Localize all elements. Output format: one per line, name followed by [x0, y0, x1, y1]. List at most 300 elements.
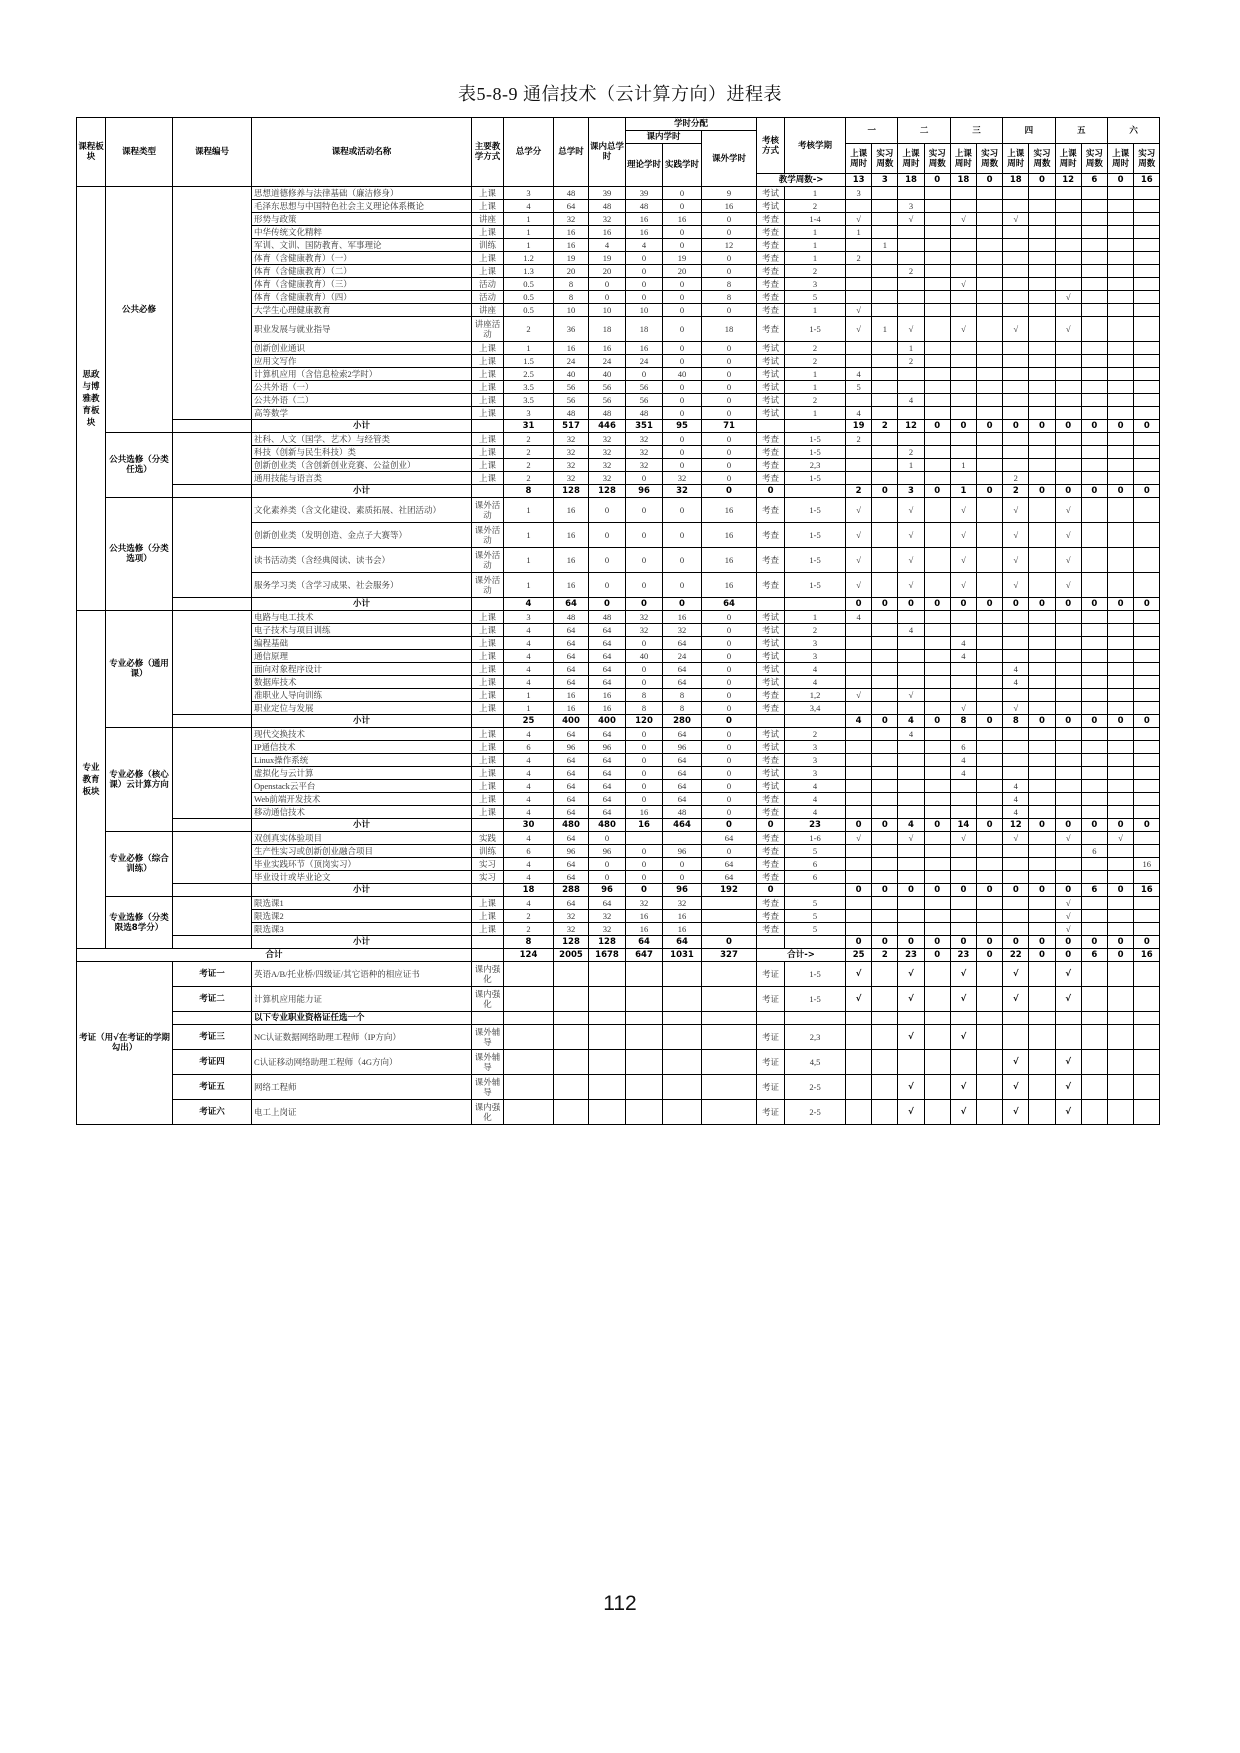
teaching-method: 上课 [472, 728, 504, 741]
week-s3-class: √ [950, 987, 976, 1012]
course-code [173, 498, 252, 598]
total-row [77, 949, 1160, 962]
subtotal-practice-hours: 64 [663, 936, 702, 949]
week-s5-class [1055, 689, 1081, 702]
subtotal-credits: 8 [504, 485, 554, 498]
week-s3-intern [977, 793, 1003, 806]
week-s3-intern [977, 213, 1003, 226]
extracurricular-hours: 0 [702, 611, 757, 624]
week-s3-class [950, 923, 976, 936]
extracurricular-hours: 0 [702, 472, 757, 485]
subtotal-week-s5-intern: 0 [1081, 420, 1107, 433]
total-week-s1-intern: 2 [872, 949, 898, 962]
exam-type: 考查 [757, 832, 785, 845]
week-s5-class [1055, 741, 1081, 754]
in-class-hours: 48 [589, 200, 626, 213]
exam-term: 1 [785, 226, 846, 239]
course-name: 编程基础 [252, 637, 472, 650]
total-week-s6-intern: 16 [1134, 949, 1160, 962]
teaching-method: 上课 [472, 897, 504, 910]
extracurricular-hours: 0 [702, 845, 757, 858]
credits: 4 [504, 858, 554, 871]
week-s1-class: √ [846, 689, 872, 702]
extracurricular-hours: 0 [702, 407, 757, 420]
week-s1-intern [872, 987, 898, 1012]
week-s1-class [846, 342, 872, 355]
exam-term: 1-5 [785, 317, 846, 342]
week-s4-intern [1029, 394, 1055, 407]
course-code [173, 728, 252, 819]
week-s5-class: √ [1055, 548, 1081, 573]
extracurricular-hours: 0 [702, 793, 757, 806]
week-s3-intern [977, 962, 1003, 987]
exam-type: 考查 [757, 304, 785, 317]
header-class-weekly: 上课周时 [898, 144, 924, 174]
week-s4-intern [1029, 200, 1055, 213]
subtotal-week-s5-class: 0 [1055, 936, 1081, 949]
theory-hours: 0 [626, 741, 663, 754]
week-s4-intern [1029, 871, 1055, 884]
week-s4-intern [1029, 446, 1055, 459]
subtotal-credits: 25 [504, 715, 554, 728]
subtotal-week-s3-class: 0 [950, 420, 976, 433]
exam-term: 1-5 [785, 472, 846, 485]
week-s5-class: √ [1055, 832, 1081, 845]
subtotal-label: 小计 [252, 420, 472, 433]
table-row [77, 498, 1160, 523]
practice-hours: 0 [663, 342, 702, 355]
subtotal-teaching-method [472, 936, 504, 949]
course-name: 社科、人文（国学、艺术）与经管类 [252, 433, 472, 446]
credits: 0.5 [504, 291, 554, 304]
week-s3-intern [977, 611, 1003, 624]
exam-term: 3 [785, 278, 846, 291]
header-semester-5: 五 [1055, 118, 1107, 144]
subtotal-exam-type [757, 598, 785, 611]
subtotal-row [77, 485, 1160, 498]
header-theory: 理论学时 [626, 144, 663, 187]
subtotal-extracurricular-hours: 0 [702, 936, 757, 949]
exam-type: 考查 [757, 897, 785, 910]
exam-term: 4 [785, 793, 846, 806]
practice-hours: 0 [663, 200, 702, 213]
in-class-hours: 0 [589, 278, 626, 291]
week-s6-intern [1134, 611, 1160, 624]
course-name: Web前端开发技术 [252, 793, 472, 806]
credits: 2 [504, 317, 554, 342]
subtotal-row [77, 936, 1160, 949]
exam-term: 1-5 [785, 548, 846, 573]
week-s1-intern [872, 637, 898, 650]
week-s5-class [1055, 368, 1081, 381]
extracurricular-hours: 0 [702, 304, 757, 317]
theory-hours: 48 [626, 407, 663, 420]
exam-type: 考试 [757, 650, 785, 663]
course-name: 职业定位与发展 [252, 702, 472, 715]
exam-type: 考查 [757, 845, 785, 858]
practice-hours: 40 [663, 368, 702, 381]
week-s1-class: 5 [846, 381, 872, 394]
week-s3-class [950, 676, 976, 689]
week-s2-class [898, 650, 924, 663]
cert-code: 考证五 [173, 1075, 252, 1100]
week-s2-class [898, 433, 924, 446]
week-s3-intern [977, 780, 1003, 793]
week-s4-class: √ [1003, 962, 1029, 987]
subtotal-exam-term [785, 884, 846, 897]
week-s1-intern [872, 780, 898, 793]
teaching-weeks-value: 16 [1134, 174, 1160, 187]
week-s2-class: √ [898, 548, 924, 573]
week-s1-intern [872, 459, 898, 472]
exam-type: 考查 [757, 278, 785, 291]
week-s1-intern [872, 1012, 898, 1025]
exam-term: 2 [785, 265, 846, 278]
week-s2-intern [924, 498, 950, 523]
week-s4-class [1003, 291, 1029, 304]
exam-term: 1-5 [785, 446, 846, 459]
week-s6-class [1107, 291, 1133, 304]
empty-cell [663, 962, 702, 987]
subtotal-week-s2-intern: 0 [924, 884, 950, 897]
teaching-method: 课外辅导 [472, 1075, 504, 1100]
empty-cell [589, 1012, 626, 1025]
course-type: 公共选修（分类任选） [106, 433, 173, 498]
week-s2-intern [924, 741, 950, 754]
week-s4-class [1003, 407, 1029, 420]
week-s6-class [1107, 689, 1133, 702]
practice-hours: 0 [663, 381, 702, 394]
theory-hours: 0 [626, 767, 663, 780]
week-s6-intern [1134, 806, 1160, 819]
extracurricular-hours: 8 [702, 278, 757, 291]
teaching-method: 讲座 [472, 213, 504, 226]
cert-code: 考证一 [173, 962, 252, 987]
week-s1-intern [872, 663, 898, 676]
empty-cell [663, 1075, 702, 1100]
total-hours: 16 [554, 239, 589, 252]
practice-hours: 32 [663, 472, 702, 485]
in-class-hours: 32 [589, 433, 626, 446]
total-week-s3-intern: 0 [977, 949, 1003, 962]
week-s6-class [1107, 278, 1133, 291]
in-class-hours: 64 [589, 806, 626, 819]
week-s4-class: 4 [1003, 806, 1029, 819]
week-s3-intern [977, 523, 1003, 548]
credits: 4 [504, 871, 554, 884]
practice-hours: 0 [663, 459, 702, 472]
week-s3-intern [977, 239, 1003, 252]
week-s6-class [1107, 624, 1133, 637]
subtotal-theory-hours: 0 [626, 884, 663, 897]
week-s4-intern [1029, 548, 1055, 573]
week-s2-class: √ [898, 832, 924, 845]
subtotal-week-s5-class: 0 [1055, 715, 1081, 728]
subtotal-exam-type [757, 715, 785, 728]
teaching-method: 课外活动 [472, 498, 504, 523]
in-class-hours: 0 [589, 858, 626, 871]
theory-hours: 4 [626, 239, 663, 252]
in-class-hours: 64 [589, 676, 626, 689]
exam-term: 1-6 [785, 832, 846, 845]
exam-type: 考查 [757, 548, 785, 573]
week-s2-class [898, 767, 924, 780]
week-s5-intern [1081, 187, 1107, 200]
exam-term: 2,3 [785, 459, 846, 472]
subtotal-total-hours: 128 [554, 936, 589, 949]
exam-term: 1 [785, 407, 846, 420]
week-s3-class [950, 187, 976, 200]
total-hours: 32 [554, 446, 589, 459]
theory-hours: 8 [626, 689, 663, 702]
week-s6-intern [1134, 265, 1160, 278]
week-s1-class: √ [846, 498, 872, 523]
week-s6-class [1107, 213, 1133, 226]
theory-hours: 8 [626, 702, 663, 715]
credits: 1 [504, 702, 554, 715]
subtotal-week-s5-intern: 0 [1081, 715, 1107, 728]
cert-code: 考证四 [173, 1050, 252, 1075]
empty-cell [626, 1012, 663, 1025]
subtotal-week-s5-intern: 0 [1081, 936, 1107, 949]
extracurricular-hours [702, 897, 757, 910]
week-s2-intern [924, 962, 950, 987]
week-s4-intern [1029, 767, 1055, 780]
total-hours: 48 [554, 611, 589, 624]
subtotal-credits: 4 [504, 598, 554, 611]
course-code [173, 832, 252, 884]
week-s5-class [1055, 793, 1081, 806]
week-s3-class: √ [950, 573, 976, 598]
theory-hours: 0 [626, 472, 663, 485]
practice-hours: 0 [663, 226, 702, 239]
week-s6-class [1107, 548, 1133, 573]
subtotal-row [77, 884, 1160, 897]
week-s5-class [1055, 187, 1081, 200]
course-name: 中华传统文化精粹 [252, 226, 472, 239]
total-hours: 16 [554, 702, 589, 715]
week-s5-intern [1081, 200, 1107, 213]
in-class-hours: 32 [589, 472, 626, 485]
week-s4-intern [1029, 304, 1055, 317]
week-s5-intern [1081, 741, 1107, 754]
course-name: 电路与电工技术 [252, 611, 472, 624]
credits: 4 [504, 832, 554, 845]
exam-type: 考查 [757, 806, 785, 819]
exam-type: 考证 [757, 1050, 785, 1075]
exam-type: 考查 [757, 433, 785, 446]
week-s4-intern [1029, 407, 1055, 420]
week-s6-intern [1134, 252, 1160, 265]
course-name: 毕业实践环节（顶岗实习） [252, 858, 472, 871]
subtotal-week-s5-intern: 0 [1081, 485, 1107, 498]
week-s4-intern [1029, 317, 1055, 342]
subtotal-label: 小计 [252, 936, 472, 949]
empty-cell [554, 1025, 589, 1050]
week-s2-class [898, 278, 924, 291]
practice-hours: 16 [663, 923, 702, 936]
total-hours: 64 [554, 832, 589, 845]
subtotal-label: 小计 [252, 715, 472, 728]
week-s6-class [1107, 871, 1133, 884]
theory-hours: 24 [626, 355, 663, 368]
week-s3-class [950, 663, 976, 676]
week-s5-intern [1081, 767, 1107, 780]
week-s3-class: √ [950, 702, 976, 715]
week-s6-class [1107, 767, 1133, 780]
week-s5-class [1055, 459, 1081, 472]
week-s2-class: √ [898, 523, 924, 548]
subtotal-teaching-method [472, 819, 504, 832]
exam-term: 1-5 [785, 523, 846, 548]
exam-term: 2 [785, 355, 846, 368]
cert-row [77, 1025, 1160, 1050]
extracurricular-hours: 64 [702, 858, 757, 871]
week-s2-intern [924, 252, 950, 265]
teaching-method: 上课 [472, 650, 504, 663]
subtotal-teaching-method [472, 884, 504, 897]
empty-cell [589, 1075, 626, 1100]
week-s5-class [1055, 624, 1081, 637]
teaching-method: 上课 [472, 407, 504, 420]
teaching-weeks-value: 12 [1055, 174, 1081, 187]
week-s5-intern [1081, 897, 1107, 910]
exam-term: 1-5 [785, 433, 846, 446]
subtotal-week-s5-class: 0 [1055, 819, 1081, 832]
week-s3-class [950, 689, 976, 702]
teaching-method: 上课 [472, 200, 504, 213]
week-s4-class: √ [1003, 548, 1029, 573]
subtotal-exam-term [785, 485, 846, 498]
course-name: 限选课1 [252, 897, 472, 910]
header-semester-4: 四 [1003, 118, 1055, 144]
table-row [77, 187, 1160, 200]
week-s1-class [846, 871, 872, 884]
week-s1-class: 2 [846, 433, 872, 446]
total-hours: 32 [554, 923, 589, 936]
total-hours: 64 [554, 637, 589, 650]
total-hours: 32 [554, 433, 589, 446]
week-s6-class [1107, 897, 1133, 910]
week-s4-intern [1029, 355, 1055, 368]
credits: 1 [504, 213, 554, 226]
week-s1-class [846, 767, 872, 780]
total-week-s1-class: 25 [846, 949, 872, 962]
course-name: 职业发展与就业指导 [252, 317, 472, 342]
subtotal-week-s4-class: 12 [1003, 819, 1029, 832]
week-s5-intern [1081, 871, 1107, 884]
week-s5-class [1055, 278, 1081, 291]
course-name: 大学生心理健康教育 [252, 304, 472, 317]
week-s6-class [1107, 355, 1133, 368]
credits: 1.5 [504, 355, 554, 368]
empty-cell [626, 962, 663, 987]
subtotal-week-s4-class: 0 [1003, 884, 1029, 897]
exam-term: 4 [785, 663, 846, 676]
week-s5-intern [1081, 433, 1107, 446]
in-class-hours: 96 [589, 741, 626, 754]
week-s5-class [1055, 650, 1081, 663]
week-s2-class [898, 897, 924, 910]
week-s3-class: √ [950, 523, 976, 548]
in-class-hours: 0 [589, 548, 626, 573]
credits: 4 [504, 650, 554, 663]
week-s5-class [1055, 407, 1081, 420]
week-s3-intern [977, 923, 1003, 936]
extracurricular-hours: 0 [702, 446, 757, 459]
exam-type: 考查 [757, 910, 785, 923]
exam-term: 2-5 [785, 1075, 846, 1100]
subtotal-exam-type [757, 936, 785, 949]
week-s5-class [1055, 858, 1081, 871]
course-name: 生产性实习或创新创业融合项目 [252, 845, 472, 858]
subtotal-week-s1-class: 19 [846, 420, 872, 433]
week-s5-class [1055, 806, 1081, 819]
week-s5-class [1055, 754, 1081, 767]
exam-term: 2-5 [785, 1100, 846, 1125]
subtotal-teaching-method [472, 485, 504, 498]
extracurricular-hours: 16 [702, 498, 757, 523]
week-s5-class: √ [1055, 498, 1081, 523]
week-s6-intern [1134, 342, 1160, 355]
week-s5-intern [1081, 780, 1107, 793]
week-s4-class [1003, 858, 1029, 871]
week-s3-intern [977, 1025, 1003, 1050]
week-s2-class [898, 368, 924, 381]
total-week-s4-intern: 0 [1029, 949, 1055, 962]
week-s3-intern [977, 355, 1003, 368]
week-s2-class [898, 381, 924, 394]
total-hours: 36 [554, 317, 589, 342]
credits: 3 [504, 407, 554, 420]
subtotal-exam-term: 23 [785, 819, 846, 832]
subtotal-extracurricular-hours: 0 [702, 715, 757, 728]
subtotal-week-s2-class: 12 [898, 420, 924, 433]
week-s5-class [1055, 433, 1081, 446]
practice-hours: 8 [663, 702, 702, 715]
theory-hours: 0 [626, 871, 663, 884]
in-class-hours: 64 [589, 637, 626, 650]
exam-term: 2 [785, 342, 846, 355]
week-s5-intern [1081, 407, 1107, 420]
week-s4-class [1003, 624, 1029, 637]
week-s1-intern [872, 858, 898, 871]
week-s5-class [1055, 637, 1081, 650]
week-s4-class [1003, 728, 1029, 741]
teaching-weeks-value: 6 [1081, 174, 1107, 187]
practice-hours: 0 [663, 278, 702, 291]
header-exam-term: 考核学期 [785, 118, 846, 174]
week-s5-intern [1081, 650, 1107, 663]
course-name: 体育（含健康教育）（三） [252, 278, 472, 291]
teaching-method: 上课 [472, 689, 504, 702]
week-s1-class [846, 472, 872, 485]
practice-hours: 0 [663, 523, 702, 548]
week-s6-class [1107, 1075, 1133, 1100]
exam-term: 4 [785, 806, 846, 819]
practice-hours: 32 [663, 897, 702, 910]
subtotal-week-s6-class: 0 [1107, 420, 1133, 433]
week-s2-class [898, 1012, 924, 1025]
teaching-method: 讲座活动 [472, 317, 504, 342]
week-s1-intern [872, 1100, 898, 1125]
credits: 4 [504, 897, 554, 910]
exam-type: 考试 [757, 663, 785, 676]
practice-hours: 16 [663, 611, 702, 624]
extracurricular-hours: 0 [702, 650, 757, 663]
week-s6-intern [1134, 1050, 1160, 1075]
week-s1-class [846, 355, 872, 368]
